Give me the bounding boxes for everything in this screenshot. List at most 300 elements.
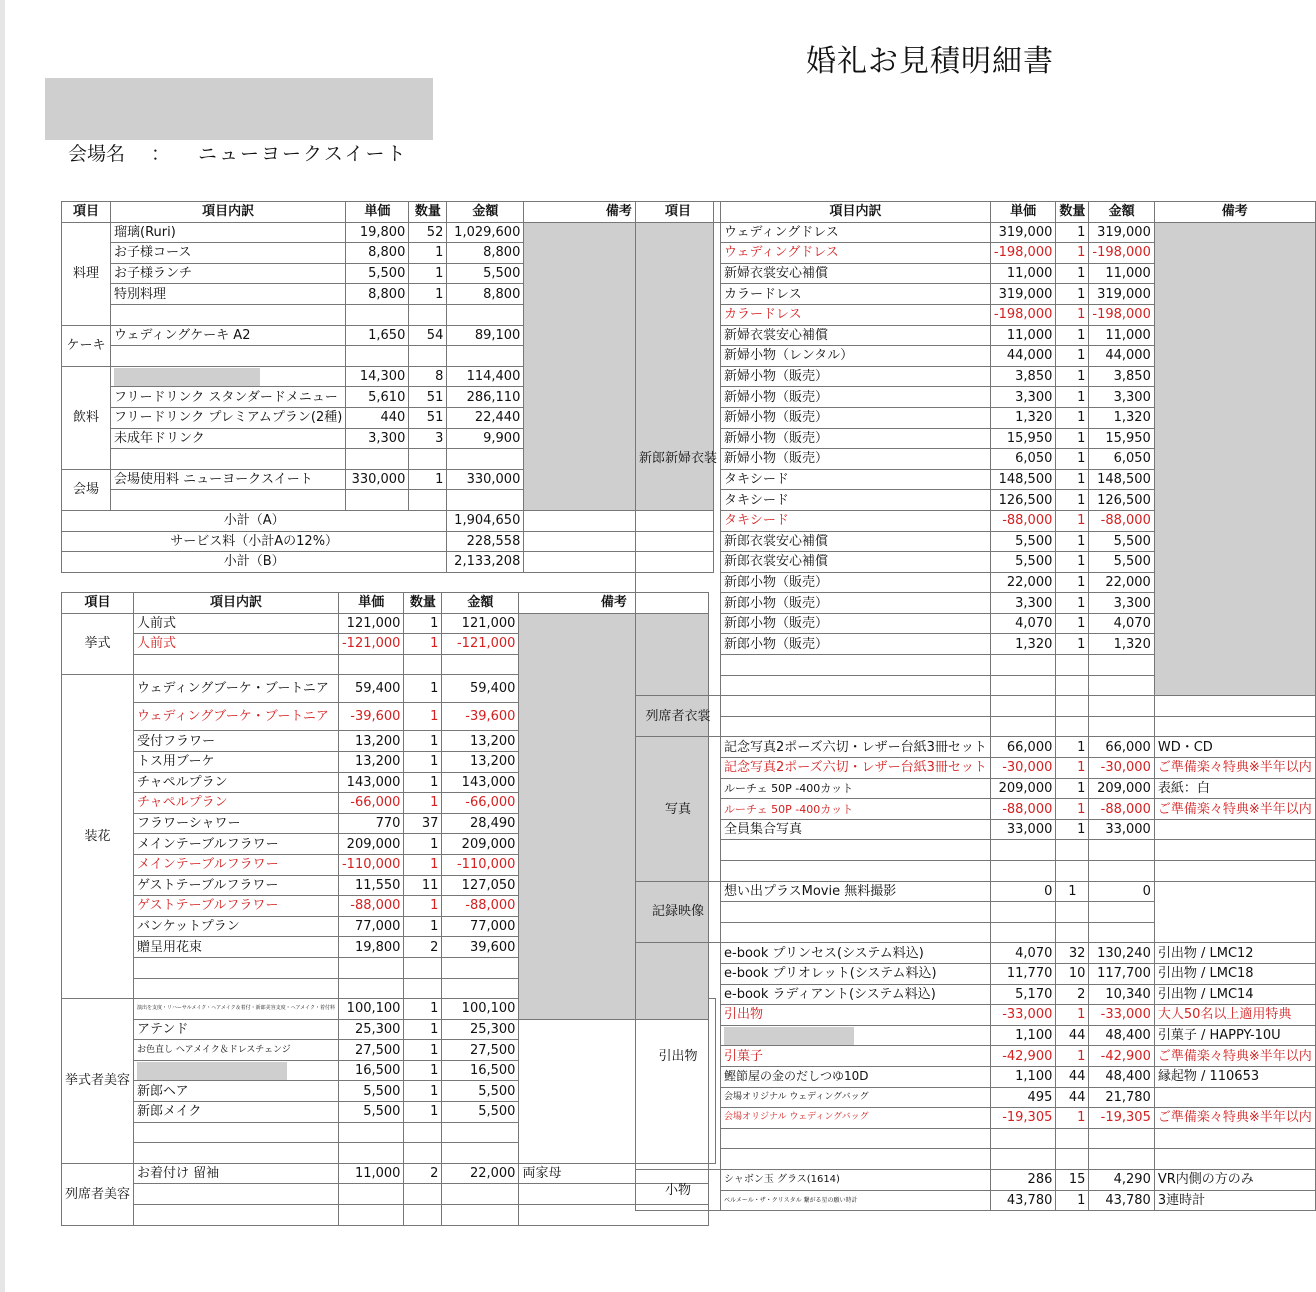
price-cell: -66,000: [338, 793, 403, 814]
item-cell: タキシード: [721, 510, 991, 531]
amount-cell: 43,780: [1089, 1190, 1154, 1211]
amount-cell: 127,050: [442, 875, 519, 896]
item-cell: 想い出プラスMovie 無料撮影: [721, 881, 991, 902]
price-cell: 22,000: [990, 572, 1055, 593]
item-cell: 会場使用料 ニューヨークスイート: [111, 469, 346, 490]
price-cell: 66,000: [990, 737, 1055, 758]
qty-cell: 1: [404, 1060, 442, 1081]
qty-cell: 1: [1056, 572, 1089, 593]
item-cell: お色直し ヘアメイク＆ドレスチェンジ: [134, 1040, 339, 1061]
qty-cell: 1: [404, 751, 442, 772]
amount-cell: 286,110: [447, 387, 524, 408]
empty-row: [62, 1143, 716, 1164]
header-price: 単価: [346, 202, 409, 223]
qty-cell: 54: [409, 325, 447, 346]
amount-cell: 48,400: [1089, 1066, 1154, 1087]
price-cell: -198,000: [990, 304, 1055, 325]
amount-cell: 3,850: [1089, 366, 1154, 387]
amount-cell: 130,240: [1089, 943, 1154, 964]
header-note: 備考: [1154, 202, 1315, 223]
qty-cell: 1: [1056, 634, 1089, 655]
price-cell: 770: [338, 813, 403, 834]
amount-cell: 319,000: [1089, 222, 1154, 243]
price-cell: 5,500: [990, 531, 1055, 552]
item-cell: フリードリンク スタンダードメニュー: [111, 387, 346, 408]
price-cell: 8,800: [346, 243, 409, 264]
amount-cell: 330,000: [447, 469, 524, 490]
empty-row: [636, 716, 1316, 737]
price-cell: 11,000: [338, 1163, 403, 1184]
item-cell: ゲストテーブルフラワー: [134, 875, 339, 896]
empty-row: [636, 1149, 1316, 1170]
price-cell: 6,050: [990, 449, 1055, 470]
qty-cell: 1: [409, 263, 447, 284]
subtotal-a-label: 小計（A）: [62, 510, 447, 531]
item-cell: ルーチェ 50P -400カット: [721, 799, 991, 820]
table-row: [636, 778, 1316, 799]
price-cell: 1,320: [990, 407, 1055, 428]
item-cell: タキシード: [721, 469, 991, 490]
price-cell: 13,200: [338, 751, 403, 772]
table-row: [636, 1046, 1316, 1067]
note-cell: 大人50名以上適用特典: [1154, 1005, 1315, 1026]
header-note: 備考: [524, 202, 714, 223]
price-cell: 4,070: [990, 943, 1055, 964]
price-cell: 1,650: [346, 325, 409, 346]
item-cell: 新婦小物（販売）: [721, 387, 991, 408]
qty-cell: 1: [1056, 1190, 1089, 1211]
price-cell: -19,305: [990, 1108, 1055, 1129]
price-cell: 5,500: [338, 1102, 403, 1123]
item-cell: 演出を支度・リハーサルメイク・ヘアメイク＆着付・新郎美容支度・ヘアメイク・着付料: [134, 999, 339, 1020]
amount-cell: 1,320: [1089, 634, 1154, 655]
price-cell: 11,000: [990, 325, 1055, 346]
price-cell: -198,000: [990, 243, 1055, 264]
header-cat: 項目: [62, 593, 134, 614]
amount-cell: 15,950: [1089, 428, 1154, 449]
table-row: [636, 819, 1316, 840]
amount-cell: 11,000: [1089, 263, 1154, 284]
amount-cell: 27,500: [442, 1040, 519, 1061]
item-cell: ウェディングドレス: [721, 222, 991, 243]
qty-cell: 1: [1056, 325, 1089, 346]
price-cell: 8,800: [346, 284, 409, 305]
price-cell: 11,770: [990, 963, 1055, 984]
item-cell: 人前式: [134, 634, 339, 655]
item-cell: 新婦小物（販売）: [721, 428, 991, 449]
price-cell: 4,070: [990, 613, 1055, 634]
subtotal-a-amount: 1,904,650: [447, 510, 524, 531]
price-cell: 19,800: [346, 222, 409, 243]
table-row: [62, 613, 716, 634]
header-row: [62, 593, 716, 614]
category-costume: 新郎新婦衣装: [636, 222, 721, 696]
amount-cell: 28,490: [442, 813, 519, 834]
amount-cell: -66,000: [442, 793, 519, 814]
table-row: [636, 1066, 1316, 1087]
qty-cell: 1: [1056, 758, 1089, 779]
amount-cell: 5,500: [1089, 552, 1154, 573]
price-cell: 3,300: [990, 387, 1055, 408]
price-cell: -88,000: [990, 799, 1055, 820]
header-item: 項目内訳: [134, 593, 339, 614]
price-cell: 11,550: [338, 875, 403, 896]
category-guest-costume: 列席者衣裳: [636, 696, 721, 737]
item-cell: メインテーブルフラワー: [134, 854, 339, 875]
header-cat: 項目: [62, 202, 111, 223]
amount-cell: 11,000: [1089, 325, 1154, 346]
qty-cell: 1: [404, 1102, 442, 1123]
header-amount: 金額: [447, 202, 524, 223]
qty-cell: 3: [409, 428, 447, 449]
table-row: [636, 881, 1316, 902]
amount-cell: 143,000: [442, 772, 519, 793]
note-cell: ご準備楽々特典※半年以内: [1154, 799, 1315, 820]
price-cell: 1,100: [990, 1025, 1055, 1046]
item-cell: トス用ブーケ: [134, 751, 339, 772]
item-cell: 全員集合写真: [721, 819, 991, 840]
venue-name: ニューヨークスイート: [198, 143, 408, 165]
qty-cell: 1: [404, 854, 442, 875]
qty-cell: 1: [1056, 737, 1089, 758]
item-cell: 受付フラワー: [134, 731, 339, 752]
empty-row: [62, 1205, 716, 1226]
price-cell: 5,500: [338, 1081, 403, 1102]
amount-cell: 22,000: [1089, 572, 1154, 593]
page-edge: [0, 0, 5, 1292]
price-cell: 5,500: [990, 552, 1055, 573]
amount-cell: 209,000: [1089, 778, 1154, 799]
item-cell: 新婦小物（販売）: [721, 366, 991, 387]
amount-cell: 4,070: [1089, 613, 1154, 634]
table-row: [636, 758, 1316, 779]
qty-cell: 1: [1056, 469, 1089, 490]
item-cell-redacted: [721, 1025, 991, 1046]
page-title: 婚礼お見積明細書: [806, 44, 1054, 79]
qty-cell: 1: [404, 834, 442, 855]
table-row: [636, 1005, 1316, 1026]
category-food: 料理: [62, 222, 111, 325]
price-cell: 3,300: [990, 593, 1055, 614]
price-cell: -121,000: [338, 634, 403, 655]
table-row: [636, 984, 1316, 1005]
qty-cell: 2: [1056, 984, 1089, 1005]
note-cell: 引出物 / LMC14: [1154, 984, 1315, 1005]
table-c: [635, 201, 1316, 1211]
qty-cell: 1: [1056, 304, 1089, 325]
qty-cell: 37: [404, 813, 442, 834]
qty-cell: 1: [1056, 1046, 1089, 1067]
table-row: [636, 1087, 1316, 1108]
qty-cell: 1: [1056, 881, 1089, 902]
item-cell: チャペルプラン: [134, 793, 339, 814]
amount-cell: -88,000: [1089, 510, 1154, 531]
amount-cell: -19,305: [1089, 1108, 1154, 1129]
item-cell: 会場オリジナル ウェディングバッグ: [721, 1108, 991, 1129]
item-cell: 新郎ヘア: [134, 1081, 339, 1102]
price-cell: 209,000: [338, 834, 403, 855]
qty-cell: 1: [1056, 243, 1089, 264]
category-photo: 写真: [636, 737, 721, 881]
item-cell: ゲストテーブルフラワー: [134, 896, 339, 917]
category-beauty: 挙式者美容: [62, 999, 134, 1164]
service-row: [62, 531, 714, 552]
header-item: 項目内訳: [721, 202, 991, 223]
header-row: [636, 202, 1316, 223]
table-row: [62, 1040, 716, 1061]
header-amount: 金額: [442, 593, 519, 614]
price-cell: 33,000: [990, 819, 1055, 840]
amount-cell: -88,000: [1089, 799, 1154, 820]
qty-cell: 2: [404, 937, 442, 958]
item-cell: e-book プリオレット(システム料込): [721, 963, 991, 984]
price-cell: 3,300: [346, 428, 409, 449]
note-cell: 引出物 / LMC18: [1154, 963, 1315, 984]
item-cell: チャペルプラン: [134, 772, 339, 793]
amount-cell: 33,000: [1089, 819, 1154, 840]
amount-cell: 66,000: [1089, 737, 1154, 758]
amount-cell: 5,500: [447, 263, 524, 284]
qty-cell: 1: [404, 1040, 442, 1061]
category-video: 記録映像: [636, 881, 721, 943]
price-cell: -33,000: [990, 1005, 1055, 1026]
amount-cell: 9,900: [447, 428, 524, 449]
item-cell: 人前式: [134, 613, 339, 634]
item-cell: 新婦小物（販売）: [721, 407, 991, 428]
price-cell: 126,500: [990, 490, 1055, 511]
amount-cell: 48,400: [1089, 1025, 1154, 1046]
amount-cell: 117,700: [1089, 963, 1154, 984]
amount-cell: 21,780: [1089, 1087, 1154, 1108]
qty-cell: 32: [1056, 943, 1089, 964]
price-cell: 5,610: [346, 387, 409, 408]
note-cell: 引出物 / LMC12: [1154, 943, 1315, 964]
subtotal-b-row: [62, 552, 714, 573]
item-cell: 新婦衣裳安心補償: [721, 263, 991, 284]
note-cell: 3連時計: [1154, 1190, 1315, 1211]
note-cell: ご準備楽々特典※半年以内: [1154, 1108, 1315, 1129]
category-flower: 装花: [62, 675, 134, 999]
note-cell: 縁起物 / 110653: [1154, 1066, 1315, 1087]
item-cell: シャボン玉 グラス(1614): [721, 1169, 991, 1190]
note-cell: VR内側の方のみ: [1154, 1169, 1315, 1190]
qty-cell: 44: [1056, 1066, 1089, 1087]
qty-cell: 1: [409, 284, 447, 305]
qty-cell: 1: [404, 1081, 442, 1102]
table-row: [636, 737, 1316, 758]
qty-cell: 1: [404, 999, 442, 1020]
qty-cell: 1: [1056, 510, 1089, 531]
amount-cell: 8,800: [447, 284, 524, 305]
header-price: 単価: [990, 202, 1055, 223]
category-drink: 飲料: [62, 366, 111, 469]
note-cell: ご準備楽々特典※半年以内: [1154, 1046, 1315, 1067]
table-a: [61, 201, 714, 573]
venue-label: 会場名: [68, 143, 126, 165]
table-row: [636, 222, 1316, 243]
qty-cell: 1: [1056, 222, 1089, 243]
item-cell: 新郎小物（販売）: [721, 613, 991, 634]
qty-cell: 44: [1056, 1087, 1089, 1108]
amount-cell: -39,600: [442, 703, 519, 731]
amount-cell: 5,500: [442, 1081, 519, 1102]
note-cell: 両家母: [519, 1163, 709, 1184]
item-cell: 新郎メイク: [134, 1102, 339, 1123]
venue-sep: ：: [151, 143, 171, 165]
header-amount: 金額: [1089, 202, 1154, 223]
item-cell: 引菓子: [721, 1046, 991, 1067]
amount-cell: 114,400: [447, 366, 524, 387]
amount-cell: 121,000: [442, 613, 519, 634]
price-cell: 100,100: [338, 999, 403, 1020]
venue-line: [68, 139, 407, 166]
qty-cell: 1: [404, 703, 442, 731]
subtotal-b-label: 小計（B）: [62, 552, 447, 573]
item-cell: 新婦小物（レンタル）: [721, 346, 991, 367]
item-cell-redacted: [134, 1060, 339, 1081]
qty-cell: 51: [409, 407, 447, 428]
amount-cell: 22,440: [447, 407, 524, 428]
qty-cell: 1: [404, 731, 442, 752]
qty-cell: 1: [404, 675, 442, 703]
note-cell: 引菓子 / HAPPY-10U: [1154, 1025, 1315, 1046]
item-cell: 新郎小物（販売）: [721, 572, 991, 593]
item-cell: フリードリンク プレミアムプラン(2種): [111, 407, 346, 428]
price-cell: 143,000: [338, 772, 403, 793]
item-cell: 特別料理: [111, 284, 346, 305]
item-cell: お着付け 留袖: [134, 1163, 339, 1184]
item-cell: 鰹節屋の金のだしつゆ10D: [721, 1066, 991, 1087]
item-cell: カラードレス: [721, 284, 991, 305]
table-row: [62, 222, 714, 243]
note-cell: [1154, 819, 1315, 840]
amount-cell: 4,290: [1089, 1169, 1154, 1190]
item-cell: バンケットプラン: [134, 916, 339, 937]
amount-cell: 22,000: [442, 1163, 519, 1184]
item-cell: 会場オリジナル ウェディングバッグ: [721, 1087, 991, 1108]
qty-cell: 52: [409, 222, 447, 243]
qty-cell: 1: [1056, 407, 1089, 428]
redacted-name: [45, 78, 433, 140]
amount-cell: 148,500: [1089, 469, 1154, 490]
price-cell: -88,000: [338, 896, 403, 917]
amount-cell: 13,200: [442, 751, 519, 772]
amount-cell: 1,029,600: [447, 222, 524, 243]
qty-cell: 1: [1056, 531, 1089, 552]
price-cell: 13,200: [338, 731, 403, 752]
qty-cell: 44: [1056, 1025, 1089, 1046]
price-cell: 11,000: [990, 263, 1055, 284]
empty-row: [636, 1128, 1316, 1149]
qty-cell: 1: [1056, 613, 1089, 634]
item-cell: 引出物: [721, 1005, 991, 1026]
qty-cell: 1: [1056, 799, 1089, 820]
item-cell: お子様ランチ: [111, 263, 346, 284]
qty-cell: 1: [404, 613, 442, 634]
qty-cell: 1: [404, 772, 442, 793]
amount-cell: -30,000: [1089, 758, 1154, 779]
item-cell: 新郎衣裳安心補償: [721, 531, 991, 552]
empty-row: [636, 696, 1316, 717]
amount-cell: 59,400: [442, 675, 519, 703]
qty-cell: 1: [1056, 778, 1089, 799]
item-cell: 記念写真2ポーズ六切・レザー台紙3冊セット: [721, 737, 991, 758]
qty-cell: 1: [1056, 263, 1089, 284]
note-cell: [1154, 881, 1315, 943]
qty-cell: 15: [1056, 1169, 1089, 1190]
empty-row: [62, 1122, 716, 1143]
subtotal-a-row: [62, 510, 714, 531]
item-cell: 新婦小物（販売）: [721, 449, 991, 470]
item-cell: ウェディングケーキ A2: [111, 325, 346, 346]
amount-cell: -198,000: [1089, 243, 1154, 264]
empty-row: [636, 840, 1316, 861]
qty-cell: 1: [1056, 1108, 1089, 1129]
qty-cell: 1: [1056, 366, 1089, 387]
price-cell: 319,000: [990, 222, 1055, 243]
table-b: [61, 592, 716, 1226]
table-row: [62, 1163, 716, 1184]
amount-cell: 0: [1089, 881, 1154, 902]
table-row: [636, 1108, 1316, 1129]
item-cell-redacted: [111, 366, 346, 387]
header-qty: 数量: [404, 593, 442, 614]
empty-row: [636, 861, 1316, 882]
header-item: 項目内訳: [111, 202, 346, 223]
qty-cell: 1: [1056, 490, 1089, 511]
header-cat: 項目: [636, 202, 721, 223]
price-cell: 330,000: [346, 469, 409, 490]
amount-cell: 100,100: [442, 999, 519, 1020]
amount-cell: -198,000: [1089, 304, 1154, 325]
price-cell: 1,100: [990, 1066, 1055, 1087]
price-cell: 121,000: [338, 613, 403, 634]
header-qty: 数量: [409, 202, 447, 223]
category-ceremony: 挙式: [62, 613, 134, 675]
price-cell: 5,170: [990, 984, 1055, 1005]
table-row: [636, 1025, 1316, 1046]
qty-cell: 11: [404, 875, 442, 896]
amount-cell: -121,000: [442, 634, 519, 655]
qty-cell: 1: [409, 243, 447, 264]
item-cell: ルーチェ 50P -400カット: [721, 778, 991, 799]
table-row: [636, 1169, 1316, 1190]
amount-cell: 39,600: [442, 937, 519, 958]
qty-cell: 1: [409, 469, 447, 490]
item-cell: e-book プリンセス(システム料込): [721, 943, 991, 964]
amount-cell: 89,100: [447, 325, 524, 346]
amount-cell: -110,000: [442, 854, 519, 875]
category-guest-beauty: 列席者美容: [62, 1163, 134, 1225]
price-cell: 0: [990, 881, 1055, 902]
table-row: [62, 1060, 716, 1081]
item-cell: 新郎衣裳安心補償: [721, 552, 991, 573]
price-cell: 77,000: [338, 916, 403, 937]
category-small: 小物: [636, 1169, 721, 1210]
price-cell: 16,500: [338, 1060, 403, 1081]
subtotal-b-amount: 2,133,208: [447, 552, 524, 573]
amount-cell: 8,800: [447, 243, 524, 264]
note-cell: WD・CD: [1154, 737, 1315, 758]
item-cell: 未成年ドリンク: [111, 428, 346, 449]
amount-cell: 3,300: [1089, 593, 1154, 614]
note-cell: ご準備楽々特典※半年以内: [1154, 758, 1315, 779]
item-cell: メインテーブルフラワー: [134, 834, 339, 855]
amount-cell: -42,900: [1089, 1046, 1154, 1067]
qty-cell: 1: [1056, 1005, 1089, 1026]
price-cell: 1,320: [990, 634, 1055, 655]
price-cell: 14,300: [346, 366, 409, 387]
